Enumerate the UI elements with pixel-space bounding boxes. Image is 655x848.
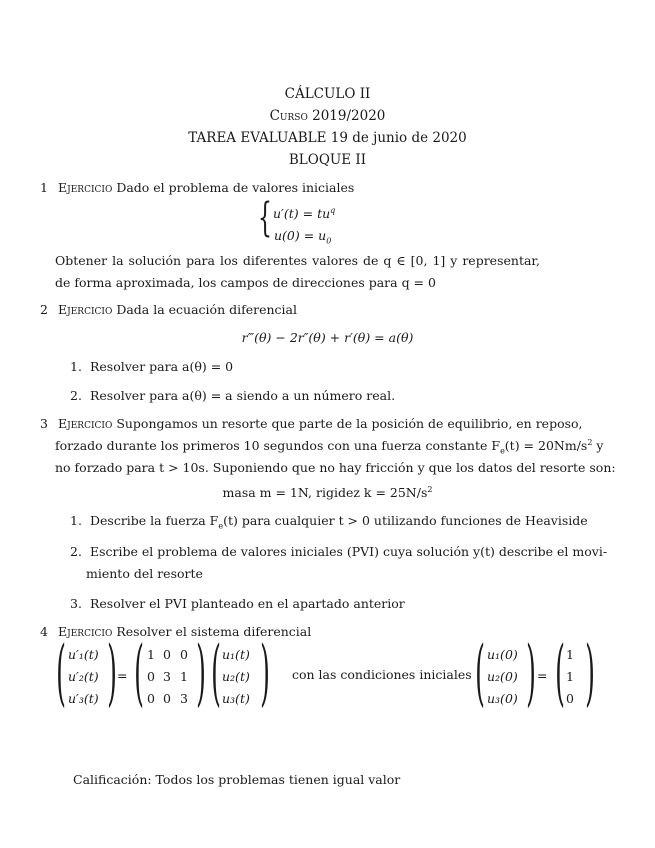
exercise-number: 3 [40,416,48,431]
init-rhs-entry: 1 [566,647,574,662]
exercise-label: Ejercicio [57,416,113,431]
matrix-cell: 3 [180,691,188,706]
item-number: 2. [70,544,82,559]
item-text: Resolver para a(θ) = 0 [89,359,234,374]
eq1-text: u′(t) = tu [273,206,331,222]
line2-text-b: (t) = 20Nm/s [504,438,588,454]
right-paren: ) [196,630,206,714]
exercise-1-heading [40,180,354,195]
exercise-1-text: Obtener la solución para los diferentes valores de q ∈ [0, 1] y representar, de forma aproximada, los campos de direcciones para q = 0 [55,253,540,290]
init-rhs-entry: 1 [566,669,574,684]
list-item [70,513,588,531]
vector-entry: u₂(t) [222,669,250,684]
right-paren: ) [585,630,595,714]
lhs-entry: u′₃(t) [68,691,99,706]
item-number: 1. [70,359,82,374]
block-title: BLOQUE II [288,152,367,168]
right-paren: ) [260,630,270,714]
spring-parameters [0,485,655,500]
exercise-number: 4 [40,624,48,639]
init-rhs-entry: 0 [566,691,574,706]
list-item [70,359,233,374]
exercise-number: 1 [40,180,48,195]
init-lhs-entry: u₃(0) [487,691,518,706]
eq2-text: u(0) = u [274,228,327,243]
matrix-cell: 3 [163,669,171,684]
conditions-label: con las condiciones iniciales [292,667,472,682]
left-paren: ( [211,630,221,714]
line2-text: forzado durante los primeros 10 segundos con una fuerza constante F [55,438,501,454]
exercise-label: Ejercicio [57,624,113,639]
matrix-cell: 1 [147,647,155,662]
exercise-number: 2 [40,302,48,317]
equals-sign: = [537,668,548,683]
ivp-equation-1 [273,206,335,221]
vector-entry: u₁(t) [222,647,250,662]
course-title: CÁLCULO II [284,86,371,102]
eq2-subscript: 0 [326,236,332,246]
exercise-intro: Dado el problema de valores iniciales [116,180,355,195]
course-year: Curso 2019/2020 [269,108,386,124]
item-number: 3. [70,596,82,611]
item-subscript: e [218,521,224,531]
params-text: masa m = 1N, rigidez k = 25N/s [222,485,428,501]
grading-note: Calificación: Todos los problemas tienen igual valor [73,772,401,787]
left-brace: { [258,195,272,241]
matrix-cell: 0 [180,647,188,662]
item-text-b: (t) para cualquier t > 0 utilizando funciones de Heaviside [223,513,588,528]
exercise-label: Ejercicio [57,302,113,317]
exercise-3-line-2 [55,438,603,456]
matrix-cell: 0 [163,647,171,662]
list-item [70,596,405,611]
right-paren: ) [107,630,117,714]
matrix-cell: 1 [180,669,188,684]
item-text: Describe la fuerza F [89,513,219,528]
item-text: Resolver para a(θ) = a siendo a un número real. [89,388,396,403]
vector-entry: u₃(t) [222,691,250,706]
line2-superscript: 2 [587,438,593,447]
left-paren: ( [475,630,485,714]
matrix-cell: 0 [147,691,155,706]
exercise-line-1: Supongamos un resorte que parte de la posición de equilibrio, en reposo, [116,416,583,431]
equals-sign: = [117,668,128,683]
item-text: Resolver el PVI planteado en el apartado anterior [89,596,405,611]
item-number: 1. [70,513,82,528]
left-paren: ( [555,630,565,714]
exercise-4-heading [40,624,311,639]
line2-text-c: y [592,438,604,454]
left-paren: ( [134,630,144,714]
init-lhs-entry: u₂(0) [487,669,518,684]
exercise-2-heading [40,302,297,317]
matrix-cell: 0 [163,691,171,706]
params-superscript: 2 [427,485,433,494]
exercise-3-heading [40,416,583,431]
lhs-entry: u′₁(t) [68,647,99,662]
exercise-label: Ejercicio [57,180,113,195]
line2-subscript: e [500,446,505,456]
left-paren: ( [56,630,66,714]
item-text: Escribe el problema de valores iniciales (PVI) cuya solución y(t) describe el movi- [89,544,608,559]
right-paren: ) [526,630,536,714]
list-item-continuation: miento del resorte [86,566,203,581]
lhs-entry: u′₂(t) [68,669,99,684]
matrix-cell: 0 [147,669,155,684]
exercise-intro: Resolver el sistema diferencial [116,624,312,639]
assignment-title [0,130,655,146]
assignment-text: TAREA EVALUABLE 19 de junio de 2020 [188,130,467,146]
list-item [70,544,607,559]
item-number: 2. [70,388,82,403]
exercise-intro: Dada la ecuación diferencial [116,302,297,317]
eq1-exponent: q [330,206,336,215]
init-lhs-entry: u₁(0) [487,647,518,662]
list-item [70,388,395,403]
exercise-3-line-3: no forzado para t > 10s. Suponiendo que no hay fricción y que los datos del resorte son: [55,460,616,475]
differential-equation: r‴(θ) − 2r″(θ) + r′(θ) = a(θ) [241,330,414,345]
ivp-equation-2 [274,228,331,246]
